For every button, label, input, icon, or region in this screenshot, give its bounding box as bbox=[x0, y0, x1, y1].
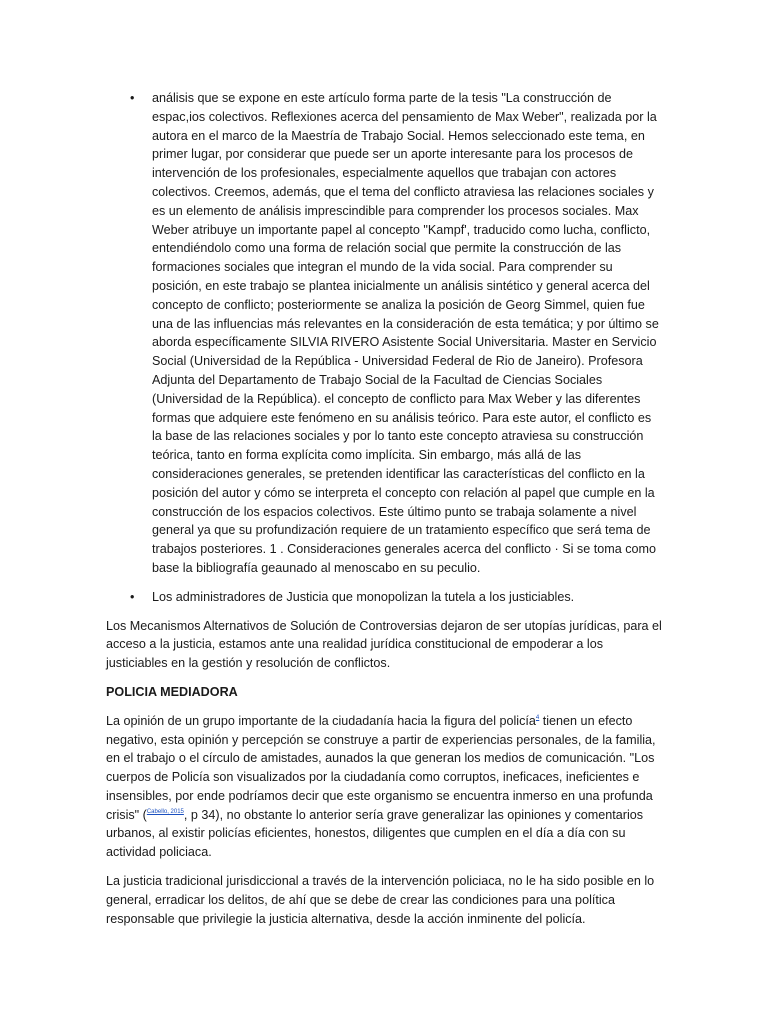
opinion-paragraph bbox=[106, 712, 662, 862]
closing-paragraph: La justicia tradicional jurisdiccional a través de la intervención policiaca, no le ha sido posible en lo general, erradicar los delitos, de ahí que se debe de crear las condiciones para una política responsable que privilegie la justicia alternativa, desde la acción inminente del policía. bbox=[106, 874, 655, 926]
opinion-text-part2: tienen un efecto negativo, esta opinión y percepción se construye a partir de experiencias personales, de la familia, en el trabajo o el círculo de amistades, aunados la que generan los medios de comunicación. "Los cuerpos de Policía son visualizados por la ciudadanía como corruptos, ineficaces, ineficientes e insensibles, por ende podríamos decir que este organismo se encuentra inmerso en una profunda crisis" ( bbox=[106, 713, 656, 822]
opinion-text-part1: La opinión de un grupo importante de la ciudadanía hacia la figura del policía bbox=[106, 713, 536, 728]
footnote-link[interactable]: 4 bbox=[535, 714, 540, 721]
bullet-text: análisis que se expone en este artículo forma parte de la tesis "La construcción de espac,ios colectivos. Reflexiones acerca del pensamiento de Max Weber", realizada por la autora en el marco de la Maestría de Trabajo Social. Hemos seleccionado este tema, en primer lugar, por considerar que puede ser un aporte interesante para los procesos de intervención de los profesionales, especialmente aquellos que trabajan con actores colectivos. Creemos, además, que el tema del conflicto atraviesa las relaciones sociales y es un elemento de análisis imprescindible para comprender los procesos sociales. Max Weber atribuye un importante papel al concepto "Kampf', traducido como lucha, conflicto, entendiéndolo como una forma de relación social que permite la construcción de las formaciones sociales que integran el mundo de la vida social. Para comprender su posición, en este trabajo se plantea inicialmente un análisis sintético y general acerca del concepto de conflicto; posteriormente se analiza la posición de Georg Simmel, quien fue una de las influencias más relevantes en la consideración de esta temática; y por último se aborda específicamente SILVIA RIVERO Asistente Social Universitaria. Master en Servicio Social (Universidad de la República - Universidad Federal de Rio de Janeiro). Profesora Adjunta del Departamento de Trabajo Social de la Facultad de Ciencias Sociales (Universidad de la República). el concepto de conflicto para Max Weber y las diferentes formas que adquiere este fenómeno en su análisis teórico. Para este autor, el conflicto es la base de las relaciones sociales y por lo tanto este concepto atraviesa su construcción teórica, tanto en forma explícita como implícita. Sin embargo, más allá de las consideraciones generales, se pretenden identificar las características del conflicto en la posición del autor y cómo se interpreta el concepto con relación al papel que cumple en la construcción de los espacios colectivos. Este último punto se trabaja solamente a nivel general ya que su profundización requiere de un tratamiento específico que será tema de trabajos posteriores. 1 . Consideraciones generales acerca del conflicto · Si se toma como base la bibliografía geaunado al menoscabo en su peculio. bbox=[152, 91, 659, 575]
citation-link[interactable]: Cabello, 2015 bbox=[146, 808, 184, 815]
bullet-list bbox=[106, 89, 662, 607]
bullet-text: Los administradores de Justicia que monopolizan la tutela a los justiciables. bbox=[152, 589, 575, 604]
citation[interactable] bbox=[147, 809, 184, 815]
list-item bbox=[152, 89, 662, 578]
section-heading: POLICIA MEDIADORA bbox=[106, 684, 238, 699]
intro-paragraph: Los Mecanismos Alternativos de Solución de Controversias dejaron de ser utopías jurídicas, para el acceso a la justicia, estamos ante una realidad jurídica constitucional de empoderar a los justiciables en la gestión y resolución de conflictos. bbox=[106, 618, 662, 671]
list-item bbox=[152, 588, 662, 607]
opinion-text-part3: , p 34), no obstante lo anterior sería grave generalizar las opiniones y comentarios urbanos, al existir policías eficientes, honestos, diligentes que cumplen en el día a día con su actividad policiaca. bbox=[106, 807, 644, 860]
